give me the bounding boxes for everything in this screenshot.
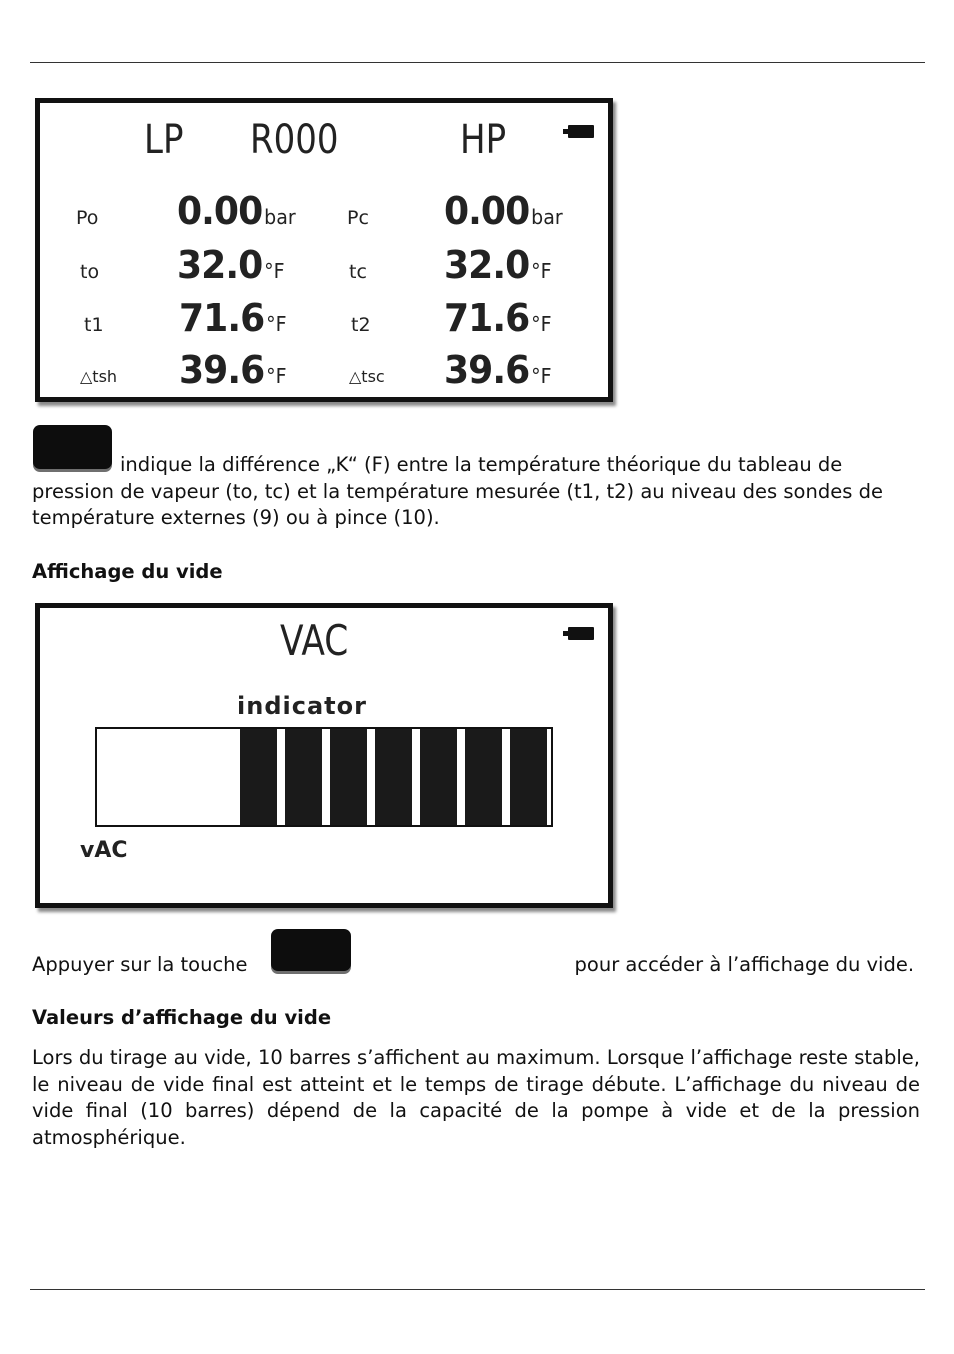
label-po: Po: [76, 207, 99, 229]
vacuum-bar-segment: [375, 729, 412, 825]
vacuum-bar-segment: [510, 729, 547, 825]
vacuum-level-bar: [95, 727, 553, 827]
heading-vacuum-values: Valeurs d’affichage du vide: [32, 1006, 332, 1029]
paragraph-vacuum-values: Lors du tirage au vide, 10 barres s’affichent au maximum. Lorsque l’affichage reste stable, le niveau de vide final est atteint et le temps de tirage débute. L’affichage du niveau de vide final (10 barres) dépend de la capacité de la pompe à vide et de la pression atmosphérique.: [32, 1046, 920, 1149]
vac-bar-label: vAC: [80, 838, 128, 863]
vac-title: VAC: [280, 616, 349, 665]
label-t1: t1: [84, 314, 104, 336]
heading-vacuum-display: Affichage du vide: [32, 560, 223, 583]
lcd-screen-lp-hp: [35, 98, 613, 402]
lcd-screen-vac: [35, 603, 613, 908]
value-po: 0.00bar: [177, 189, 296, 233]
vacuum-bar-segment: [420, 729, 457, 825]
value-tc: 32.0°F: [444, 243, 552, 287]
value-t2: 71.6°F: [444, 296, 552, 340]
label-delta-tsc: △tsc: [349, 367, 385, 386]
header-rule: [30, 62, 925, 63]
vacuum-bar-segment: [240, 729, 277, 825]
value-delta-tsh: 39.6°F: [179, 348, 287, 392]
battery-icon: [568, 125, 594, 138]
label-to: to: [80, 261, 100, 283]
vacuum-bar-segment: [285, 729, 322, 825]
vacuum-bar-segment: [465, 729, 502, 825]
vac-indicator-label: indicator: [237, 692, 367, 720]
value-to: 32.0°F: [177, 243, 285, 287]
refrigerant-code: R000: [250, 117, 339, 163]
value-t1: 71.6°F: [179, 296, 287, 340]
value-delta-tsc: 39.6°F: [444, 348, 552, 392]
paragraph-press-key: Appuyer sur la touche pour accéder à l’affichage du vide.: [32, 953, 915, 976]
value-pc: 0.00bar: [444, 189, 563, 233]
label-t2: t2: [351, 314, 371, 336]
label-tc: tc: [349, 261, 367, 283]
label-delta-tsh: △tsh: [80, 367, 118, 386]
hp-header: HP: [460, 117, 507, 163]
vacuum-bar-segment: [330, 729, 367, 825]
lp-header: LP: [144, 117, 184, 163]
label-pc: Pc: [347, 207, 369, 229]
paragraph-difference: indique la différence „K“ (F) entre la température théorique du tableau de pression de vapeur (to, tc) et la température mesurée (t1, t2) au niveau des sondes de température externes (9) ou à pince (10).: [32, 453, 883, 529]
battery-icon: [568, 627, 594, 640]
footer-rule: [30, 1289, 925, 1290]
